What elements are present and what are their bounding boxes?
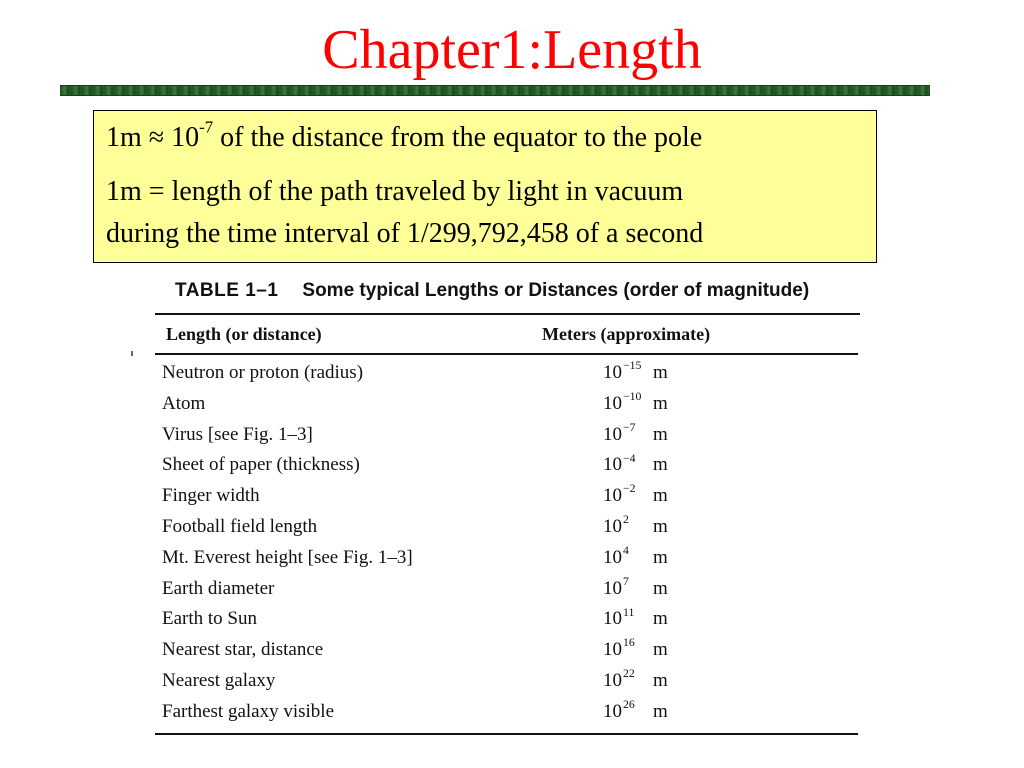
row-label: Earth to Sun	[162, 608, 257, 630]
row-magnitude-base: 10	[603, 362, 622, 383]
row-magnitude-exponent: 2	[623, 513, 629, 527]
row-unit: m	[653, 485, 668, 507]
row-magnitude-base: 10	[603, 454, 622, 476]
table-row	[0, 574, 1024, 609]
table-bottom-rule	[155, 733, 858, 735]
row-label: Football field length	[162, 515, 318, 537]
row-unit: m	[653, 700, 668, 722]
title-divider-bar	[60, 85, 930, 96]
row-unit: m	[653, 577, 668, 599]
row-magnitude-exponent: 22	[623, 667, 635, 681]
row-magnitude	[603, 389, 642, 415]
table-row	[0, 543, 1024, 578]
table-row	[0, 605, 1024, 639]
row-magnitude-exponent: 11	[623, 605, 635, 619]
row-magnitude-exponent: 4	[623, 543, 629, 557]
row-magnitude	[603, 605, 635, 630]
row-unit: m	[653, 515, 668, 537]
table-row	[0, 513, 1024, 547]
row-magnitude	[603, 636, 635, 661]
table-caption	[175, 280, 875, 302]
row-label: Finger width	[162, 485, 260, 507]
definition-modern-line-1: 1m = length of the path traveled by light in vacuum	[106, 176, 684, 207]
row-magnitude-base: 10	[603, 392, 622, 414]
row-unit: m	[653, 669, 668, 691]
column-header-length: Length (or distance)	[166, 324, 322, 344]
row-magnitude	[603, 451, 636, 476]
row-magnitude-base: 10	[603, 515, 622, 537]
table-row	[0, 359, 1024, 393]
row-magnitude-exponent: 16	[623, 636, 635, 650]
row-label: Virus [see Fig. 1–3]	[162, 423, 313, 445]
row-label: Farthest galaxy visible	[162, 700, 335, 722]
row-unit: m	[653, 392, 668, 414]
row-magnitude-base: 10	[603, 608, 622, 630]
row-magnitude-exponent: 7	[623, 574, 629, 588]
row-magnitude-base: 10	[603, 700, 622, 722]
row-magnitude-exponent: −7	[623, 420, 636, 434]
row-label: Earth diameter	[162, 577, 275, 599]
table-row	[0, 482, 1024, 516]
table-row	[0, 420, 1024, 455]
row-magnitude-exponent: −10	[623, 389, 642, 403]
row-label: Sheet of paper (thickness)	[162, 454, 360, 476]
row-magnitude	[603, 482, 636, 507]
row-magnitude-base: 10	[603, 639, 622, 661]
slide-title: Chapter1:Length	[322, 19, 702, 81]
table-header-rule	[155, 353, 858, 355]
row-label: Nearest star, distance	[162, 639, 324, 661]
row-magnitude-base: 10	[603, 669, 622, 691]
row-unit: m	[653, 639, 668, 661]
definition-modern	[106, 171, 864, 255]
row-magnitude-exponent: −15	[623, 359, 642, 373]
row-unit: m	[653, 362, 668, 383]
table-top-rule	[155, 313, 860, 315]
row-label: Neutron or proton (radius)	[162, 362, 364, 383]
row-unit: m	[653, 608, 668, 630]
row-magnitude	[603, 574, 629, 600]
row-magnitude-base: 10	[603, 485, 622, 507]
row-magnitude-exponent: −4	[623, 451, 636, 465]
row-label: Nearest galaxy	[162, 669, 276, 691]
row-magnitude	[603, 667, 635, 692]
table-row	[0, 389, 1024, 424]
row-magnitude-base: 10	[603, 577, 622, 599]
column-header-meters: Meters (approximate)	[542, 324, 711, 344]
table-row	[0, 451, 1024, 485]
row-magnitude-base: 10	[603, 546, 622, 568]
row-magnitude	[603, 513, 629, 538]
row-magnitude-exponent: −2	[623, 482, 636, 496]
definition-historical	[106, 117, 864, 155]
row-unit: m	[653, 454, 668, 476]
row-label: Atom	[162, 392, 206, 414]
row-unit: m	[653, 423, 668, 445]
definition-box	[93, 110, 877, 263]
row-unit: m	[653, 546, 668, 568]
table-row	[0, 697, 1024, 732]
definition-historical-suffix: of the distance from the equator to the pole	[213, 122, 703, 153]
row-magnitude-base: 10	[603, 423, 622, 445]
margin-mark	[131, 351, 133, 356]
row-magnitude	[603, 697, 635, 723]
table-number: TABLE 1–1	[175, 280, 279, 301]
definition-historical-prefix: 1m ≈ 10	[106, 122, 200, 153]
table-row	[0, 636, 1024, 670]
table-body	[0, 359, 1024, 732]
definition-historical-exponent: -7	[199, 117, 214, 137]
row-magnitude	[603, 420, 636, 446]
row-magnitude-exponent: 26	[623, 697, 635, 711]
table-row	[0, 667, 1024, 701]
table-title: Some typical Lengths or Distances (order of magnitude)	[302, 280, 810, 301]
row-magnitude	[603, 359, 642, 384]
row-label: Mt. Everest height [see Fig. 1–3]	[162, 546, 413, 568]
row-magnitude	[603, 543, 629, 569]
definition-modern-line-2: during the time interval of 1/299,792,458 of a second	[106, 218, 704, 249]
